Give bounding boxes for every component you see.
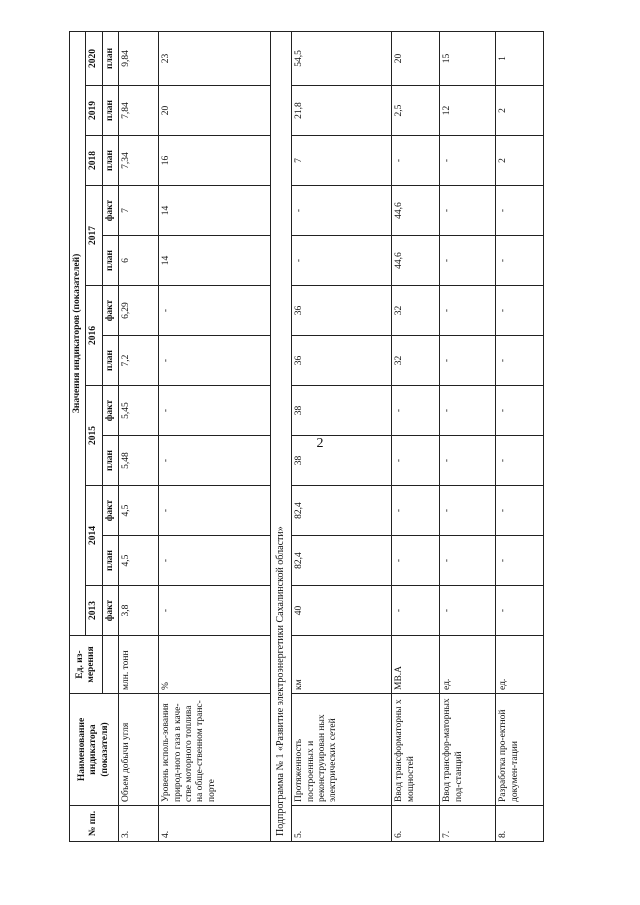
- row-value: 5,45: [119, 386, 159, 436]
- header-subheader: факт: [102, 186, 118, 236]
- header-year: 2019: [86, 86, 102, 136]
- row-value: 40: [292, 586, 392, 636]
- row-value: -: [440, 486, 496, 536]
- row-indicator-name: Объем добычи угля: [119, 694, 159, 806]
- table-row: [292, 31, 392, 841]
- row-value: 7,2: [119, 336, 159, 386]
- row-value: -: [159, 336, 271, 386]
- row-unit: ед.: [496, 636, 544, 694]
- row-value: 82,4: [292, 536, 392, 586]
- row-value: 54,5: [292, 31, 392, 85]
- row-value: 4,5: [119, 486, 159, 536]
- row-value: 44,6: [392, 236, 440, 286]
- row-number: 7.: [440, 806, 496, 842]
- header-subheader: план: [102, 336, 118, 386]
- row-value: 20: [159, 86, 271, 136]
- row-value: 2,5: [392, 86, 440, 136]
- row-number: 3.: [119, 806, 159, 842]
- table-row: [440, 31, 496, 841]
- row-value: -: [440, 586, 496, 636]
- header-year: 2018: [86, 136, 102, 186]
- row-value: 4,5: [119, 536, 159, 586]
- row-value: -: [392, 586, 440, 636]
- row-value: 14: [159, 186, 271, 236]
- row-unit: %: [159, 636, 271, 694]
- row-value: -: [392, 536, 440, 586]
- row-value: 2: [496, 136, 544, 186]
- row-value: 14: [159, 236, 271, 286]
- row-value: -: [496, 336, 544, 386]
- row-value: -: [392, 386, 440, 436]
- header-year: 2013: [86, 586, 102, 636]
- row-value: -: [440, 536, 496, 586]
- row-value: 15: [440, 31, 496, 85]
- row-value: -: [159, 586, 271, 636]
- header-subheader: план: [102, 136, 118, 186]
- header-subheader: факт: [102, 386, 118, 436]
- row-value: 7: [292, 136, 392, 186]
- subprogram-title: Подпрограмма № 1 «Развитие электроэнергетики Сахалинской области»: [271, 31, 292, 841]
- row-value: -: [392, 136, 440, 186]
- row-value: -: [392, 436, 440, 486]
- row-indicator-name: Уровень исполь-зования природ-ного газа в каче-стве моторного топлива на обще-ственном транс-порте: [159, 694, 271, 806]
- row-unit: ед.: [440, 636, 496, 694]
- table-row: [496, 31, 544, 841]
- row-value: -: [440, 336, 496, 386]
- row-value: 44,6: [392, 186, 440, 236]
- row-value: 7,34: [119, 136, 159, 186]
- header-unit-empty: [102, 636, 118, 694]
- row-value: -: [159, 486, 271, 536]
- row-value: 9,84: [119, 31, 159, 85]
- header-subheader: план: [102, 436, 118, 486]
- row-value: -: [496, 586, 544, 636]
- table-row: [159, 31, 271, 841]
- row-value: 36: [292, 336, 392, 386]
- row-value: -: [292, 236, 392, 286]
- header-subheader: план: [102, 31, 118, 85]
- row-value: -: [496, 286, 544, 336]
- row-value: -: [292, 186, 392, 236]
- header-name: Наименование индикатора (показателя): [70, 694, 119, 806]
- row-value: 6: [119, 236, 159, 286]
- row-value: -: [440, 136, 496, 186]
- header-year: 2017: [86, 186, 102, 286]
- header-year: 2016: [86, 286, 102, 386]
- row-value: -: [496, 236, 544, 286]
- header-subheader: план: [102, 86, 118, 136]
- header-values-group: Значения индикаторов (показателей): [70, 31, 86, 635]
- row-unit: км: [292, 636, 392, 694]
- row-value: -: [496, 486, 544, 536]
- row-value: 3,8: [119, 586, 159, 636]
- header-year: 2020: [86, 31, 102, 85]
- row-unit: МВ.А: [392, 636, 440, 694]
- row-value: -: [440, 286, 496, 336]
- header-num: № пп.: [70, 806, 119, 842]
- row-value: -: [496, 436, 544, 486]
- row-value: 1: [496, 31, 544, 85]
- subprogram-row: [271, 31, 292, 841]
- page-number: 2: [316, 436, 324, 451]
- row-value: -: [159, 536, 271, 586]
- row-value: -: [440, 186, 496, 236]
- row-number: 4.: [159, 806, 271, 842]
- row-value: 23: [159, 31, 271, 85]
- row-value: 32: [392, 336, 440, 386]
- row-value: 38: [292, 386, 392, 436]
- row-value: 21,8: [292, 86, 392, 136]
- row-value: -: [496, 186, 544, 236]
- row-value: 32: [392, 286, 440, 336]
- row-value: 7: [119, 186, 159, 236]
- row-value: 5,48: [119, 436, 159, 486]
- row-value: 6,29: [119, 286, 159, 336]
- row-value: 38: [292, 436, 392, 486]
- row-indicator-name: Разработка про-ектной докумен-тации: [496, 694, 544, 806]
- row-indicator-name: Протяженность построенных и реконструирован ных электрических сетей: [292, 694, 392, 806]
- row-value: 16: [159, 136, 271, 186]
- row-number: 8.: [496, 806, 544, 842]
- row-value: 12: [440, 86, 496, 136]
- row-value: -: [159, 386, 271, 436]
- row-value: 36: [292, 286, 392, 336]
- indicators-table: [69, 31, 544, 842]
- rotated-table-wrapper: [69, 32, 589, 842]
- row-value: 82,4: [292, 486, 392, 536]
- row-number: 5.: [292, 806, 392, 842]
- header-subheader: план: [102, 536, 118, 586]
- row-number: 6.: [392, 806, 440, 842]
- header-subheader: план: [102, 236, 118, 286]
- row-value: 7,84: [119, 86, 159, 136]
- header-subheader: факт: [102, 486, 118, 536]
- header-subheader: факт: [102, 286, 118, 336]
- table-body: [119, 31, 544, 841]
- row-indicator-name: Ввод трансфор-маторных под-станций: [440, 694, 496, 806]
- row-value: -: [392, 486, 440, 536]
- row-value: -: [440, 236, 496, 286]
- header-year: 2014: [86, 486, 102, 586]
- row-indicator-name: Ввод трансформаторны х мощностей: [392, 694, 440, 806]
- row-value: 2: [496, 86, 544, 136]
- row-value: -: [440, 436, 496, 486]
- header-unit: Ед. из-мерения: [70, 636, 103, 694]
- table-row: [119, 31, 159, 841]
- row-value: -: [440, 386, 496, 436]
- row-value: 20: [392, 31, 440, 85]
- table-row: [392, 31, 440, 841]
- row-unit: млн. тонн: [119, 636, 159, 694]
- header-subheader: факт: [102, 586, 118, 636]
- row-value: -: [159, 436, 271, 486]
- row-value: -: [496, 536, 544, 586]
- row-value: -: [496, 386, 544, 436]
- row-value: -: [159, 286, 271, 336]
- header-year: 2015: [86, 386, 102, 486]
